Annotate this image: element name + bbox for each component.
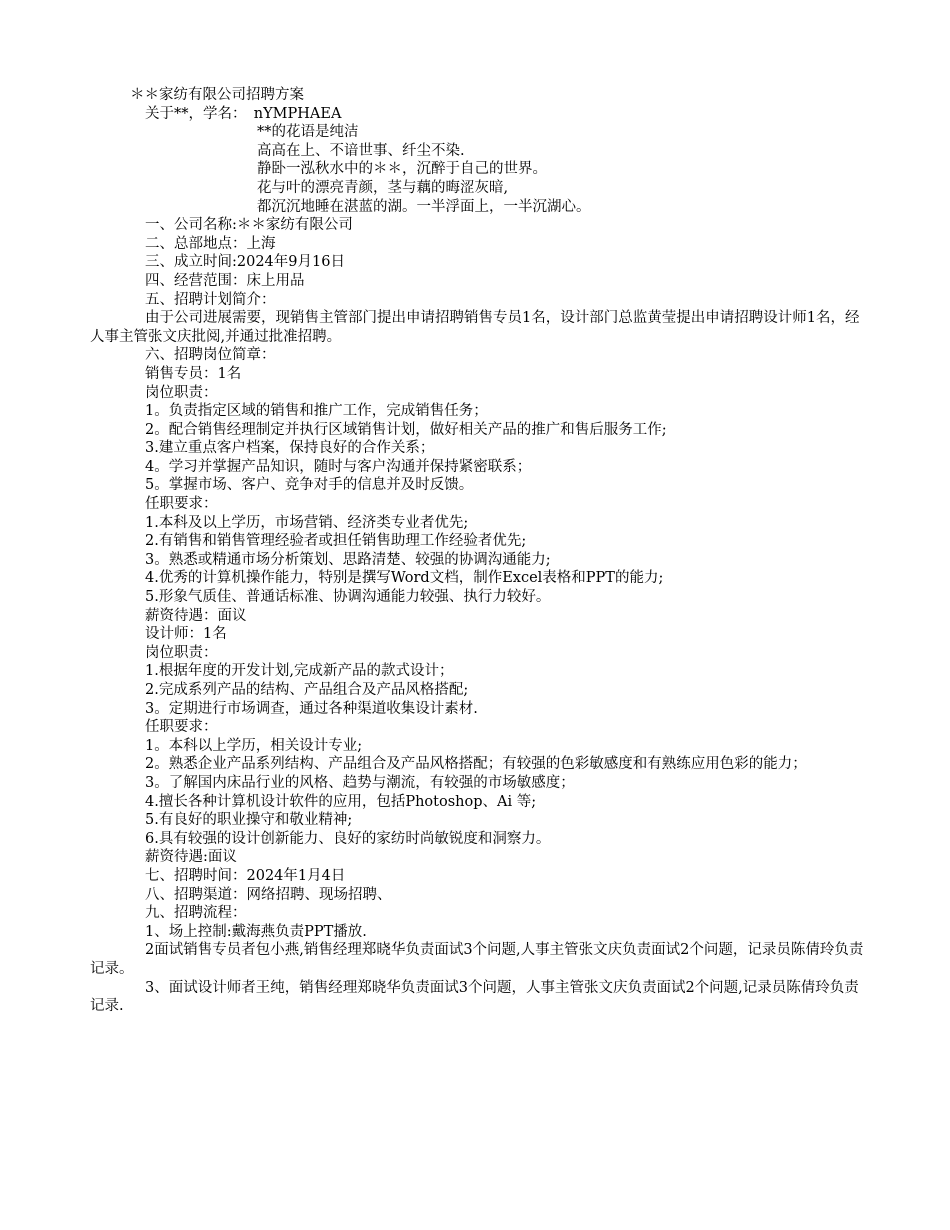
sales-req-item: 1.本科及以上学历，市场营销、经济类专业者优先; bbox=[145, 514, 469, 531]
document-title: ＊＊家纺有限公司招聘方案 bbox=[130, 87, 304, 103]
designer-salary: 薪资待遇:面议 bbox=[145, 849, 237, 866]
process-heading: 九、招聘流程： bbox=[145, 905, 247, 922]
poem-line: 都沉沉地睡在湛蓝的湖。一半浮面上，一半沉湖心。 bbox=[257, 198, 591, 215]
designer-req-item: 1。本科以上学历，相关设计专业; bbox=[145, 737, 363, 754]
sales-req-item: 4.优秀的计算机操作能力，特别是撰写Word文档，制作Excel表格和PPT的能力; bbox=[145, 570, 664, 587]
recruit-time: 七、招聘时间：2024年1月4日 bbox=[145, 867, 346, 884]
sales-duties-heading: 岗位职责： bbox=[145, 384, 218, 401]
company-hq: 二、总部地点：上海 bbox=[145, 235, 276, 252]
sales-req-item: 2.有销售和销售管理经验者或担任销售助理工作经验者优先; bbox=[145, 533, 527, 550]
sales-title: 销售专员：1名 bbox=[145, 365, 242, 382]
poem-line: 静卧一泓秋水中的＊＊，沉醉于自己的世界。 bbox=[257, 161, 547, 178]
sales-duty-item: 4。学习并掌握产品知识，随时与客户沟通并保持紧密联系； bbox=[145, 458, 532, 475]
company-name: 一、公司名称:＊＊家纺有限公司 bbox=[145, 217, 353, 234]
designer-req-heading: 任职要求： bbox=[145, 719, 218, 736]
company-founded: 三、成立时间:2024年9月16日 bbox=[145, 254, 345, 271]
process-step: 2面试销售专员者包小燕,销售经理郑晓华负责面试3个问题,人事主管张文庆负责面试2个问题，记录员陈倩玲负责记录。 bbox=[90, 942, 864, 977]
sales-duty-item: 2。配合销售经理制定并执行区域销售计划，做好相关产品的推广和售后服务工作; bbox=[145, 421, 667, 438]
sales-duty-item: 3.建立重点客户档案，保持良好的合作关系； bbox=[145, 440, 435, 457]
plan-text: 由于公司进展需要，现销售主管部门提出申请招聘销售专员1名，设计部门总监黄莹提出申请招聘设计师1名，经人事主管张文庆批阅,并通过批准招聘。 bbox=[90, 310, 860, 345]
document-body bbox=[90, 86, 865, 1016]
process-step: 1、场上控制:戴海燕负责PPT播放. bbox=[145, 923, 367, 940]
designer-duties-heading: 岗位职责： bbox=[145, 644, 218, 661]
poem-line: **的花语是纯洁 bbox=[257, 124, 359, 141]
designer-req-item: 4.擅长各种计算机设计软件的应用，包括Photoshop、Ai 等; bbox=[145, 793, 537, 810]
sales-duty-item: 5。掌握市场、客户、竞争对手的信息并及时反馈。 bbox=[145, 477, 474, 494]
sales-req-item: 5.形象气质佳、普通话标准、协调沟通能力较强、执行力较好。 bbox=[145, 589, 551, 606]
sales-salary: 薪资待遇：面议 bbox=[145, 607, 247, 624]
poem-line: 花与叶的漂亮青颜，茎与藕的晦涩灰暗, bbox=[257, 179, 509, 196]
designer-req-item: 2。熟悉企业产品系列结构、产品组合及产品风格搭配；有较强的色彩敏感度和有熟练应用色彩的能力； bbox=[145, 756, 807, 773]
designer-duty-item: 3。定期进行市场调查，通过各种渠道收集设计素材. bbox=[145, 700, 478, 717]
intro-about: 关于**，学名： nYMPHAEA bbox=[145, 105, 342, 122]
plan-heading: 五、招聘计划简介： bbox=[145, 291, 276, 308]
sales-duty-item: 1。负责指定区域的销售和推广工作，完成销售任务； bbox=[145, 403, 488, 420]
designer-req-item: 6.具有较强的设计创新能力、良好的家纺时尚敏锐度和洞察力。 bbox=[145, 830, 551, 847]
recruit-channels: 八、招聘渠道：网络招聘、现场招聘、 bbox=[145, 886, 392, 903]
designer-duty-item: 1.根据年度的开发计划,完成新产品的款式设计； bbox=[145, 663, 454, 680]
designer-duty-item: 2.完成系列产品的结构、产品组合及产品风格搭配; bbox=[145, 682, 469, 698]
sales-req-item: 3。熟悉或精通市场分析策划、思路清楚、较强的协调沟通能力; bbox=[145, 551, 551, 568]
sales-req-heading: 任职要求： bbox=[145, 496, 218, 513]
poem-line: 高高在上、不谙世事、纤尘不染. bbox=[257, 142, 465, 159]
process-step: 3、面试设计师者王纯，销售经理郑晓华负责面试3个问题，人事主管张文庆负责面试2个问题,记录员陈倩玲负责记录. bbox=[90, 979, 859, 1015]
designer-req-item: 3。了解国内床品行业的风格、趋势与潮流，有较强的市场敏感度； bbox=[145, 774, 575, 791]
positions-heading: 六、招聘岗位简章： bbox=[145, 347, 276, 364]
designer-req-item: 5.有良好的职业操守和敬业精神; bbox=[145, 812, 353, 829]
company-scope: 四、经营范围：床上用品 bbox=[145, 272, 305, 289]
designer-title: 设计师：1名 bbox=[145, 626, 227, 643]
